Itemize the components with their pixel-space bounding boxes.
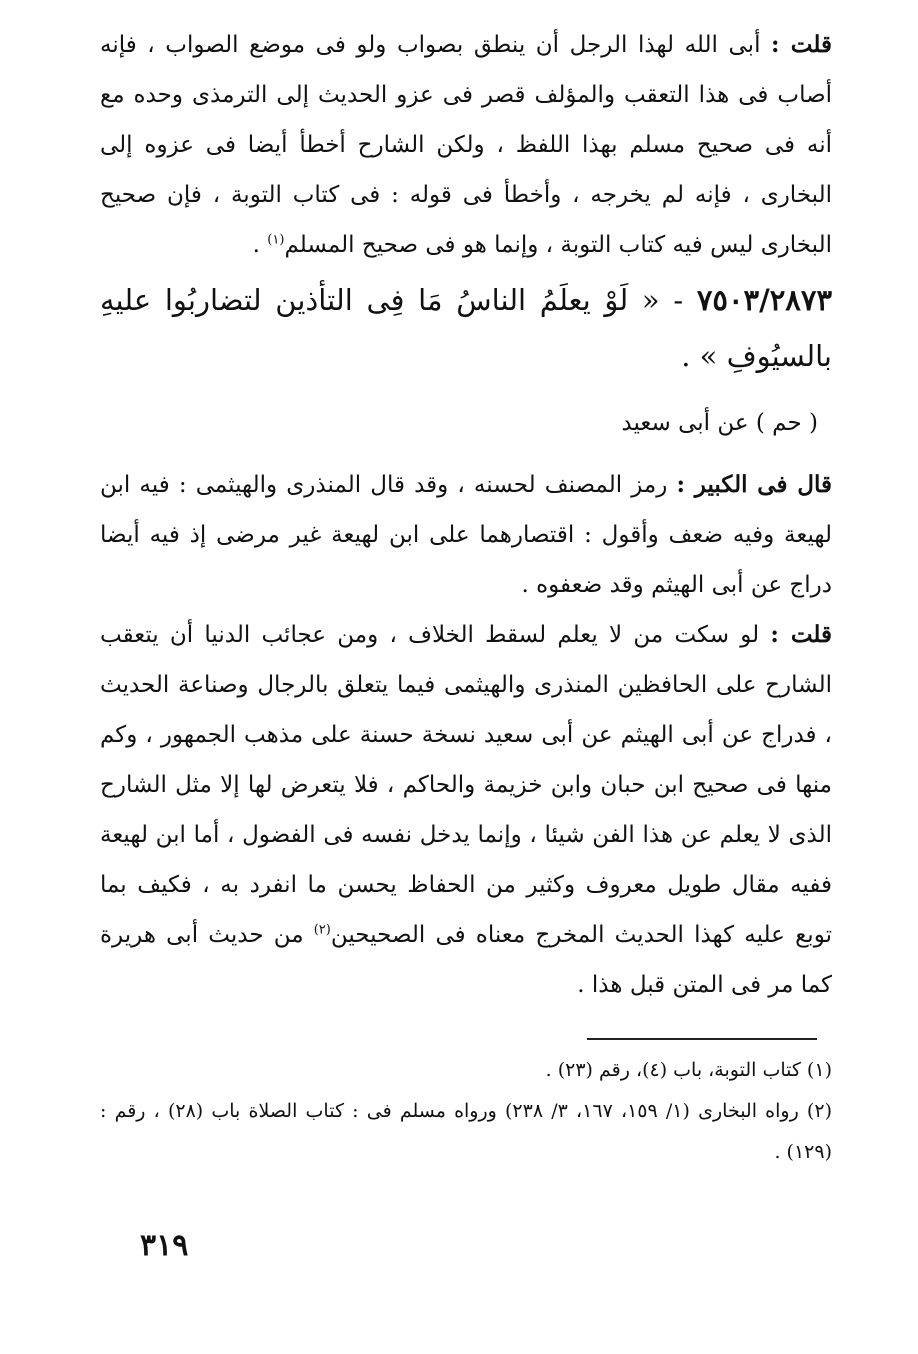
hadith-source: ( حم ) عن أبى سعيد bbox=[621, 410, 818, 436]
paragraph-1-lead: قلت : bbox=[771, 31, 832, 58]
page-number: ٣١٩ bbox=[140, 1228, 189, 1263]
footnote-divider bbox=[587, 1038, 817, 1040]
hadith-number: ٧٥٠٣/٢٨٧٣ bbox=[696, 283, 833, 317]
paragraph-3-text: لو سكت من لا يعلم لسقط الخلاف ، ومن عجائب الدنيا أن يتعقب الشارح على الحافظين المنذرى والهيثمى فيما يتعلق بالرجال وصناعة الحديث ، فدراج عن أبى الهيثم عن أبى سعيد نسخة حسنة على مذهب الجمهور ، وكم منها فى صحيح ابن حبان وابن خزيمة والحاكم ، فلا يتعرض لها إلا مثل الشارح الذى لا يعلم عن هذا الفن شيئا ، وإنما يدخل نفسه فى الفضول ، أما ابن لهيعة ففيه مقال طويل معروف وكثير من الحفاظ يحسن ما انفرد به ، فكيف بما توبع عليه كهذا الحديث المخرج معناه فى الصحيحين bbox=[100, 622, 832, 948]
footnote-2: (٢) رواه البخارى (١/ ١٥٩، ١٦٧، ٣/ ٢٣٨) ورواه مسلم فى : كتاب الصلاة باب (٢٨) ، رقم : (١٢٩) . bbox=[100, 1100, 832, 1163]
footnote-ref-1: (١) bbox=[267, 232, 285, 248]
hadith-text: - « لَوْ يعلَمُ الناسُ مَا فِى التأذين لتضاربُوا عليهِ بالسيُوفِ » . bbox=[100, 283, 832, 373]
footnotes bbox=[100, 1050, 832, 1173]
paragraph-3 bbox=[100, 610, 832, 1010]
paragraph-3-end: من حديث أبى هريرة كما مر فى المتن قبل هذا . bbox=[100, 922, 832, 998]
footnote-1: (١) كتاب التوبة، باب (٤)، رقم (٢٣) . bbox=[545, 1059, 832, 1081]
paragraph-2-text: رمز المصنف لحسنه ، وقد قال المنذرى والهيثمى : فيه ابن لهيعة وفيه ضعف وأقول : اقتصارهما على ابن لهيعة غير مرضى إذ فيه أيضا دراج عن أبى الهيثم وقد ضعفوه . bbox=[100, 472, 832, 598]
paragraph-1-end: . bbox=[252, 232, 268, 258]
footnote-ref-2: (٢) bbox=[313, 922, 331, 938]
paragraph-3-lead: قلت : bbox=[770, 621, 833, 648]
paragraph-1-text: أبى الله لهذا الرجل أن ينطق بصواب ولو فى موضع الصواب ، فإنه أصاب فى هذا التعقب والمؤلف قصر فى عزو الحديث إلى الترمذى وحده مع أنه فى صحيح مسلم بهذا اللفظ ، ولكن الشارح أخطأ أيضا فى عزوه إلى البخارى ، فإنه لم يخرجه ، وأخطأ فى قوله : فى كتاب التوبة ، فإن صحيح البخارى ليس فيه كتاب التوبة ، وإنما هو فى صحيح المسلم bbox=[100, 32, 832, 258]
paragraph-2-lead: قال فى الكبير : bbox=[676, 471, 833, 498]
main-text bbox=[100, 20, 832, 1010]
paragraph-2 bbox=[100, 460, 832, 610]
paragraph-1 bbox=[100, 20, 832, 270]
hadith bbox=[100, 272, 832, 384]
